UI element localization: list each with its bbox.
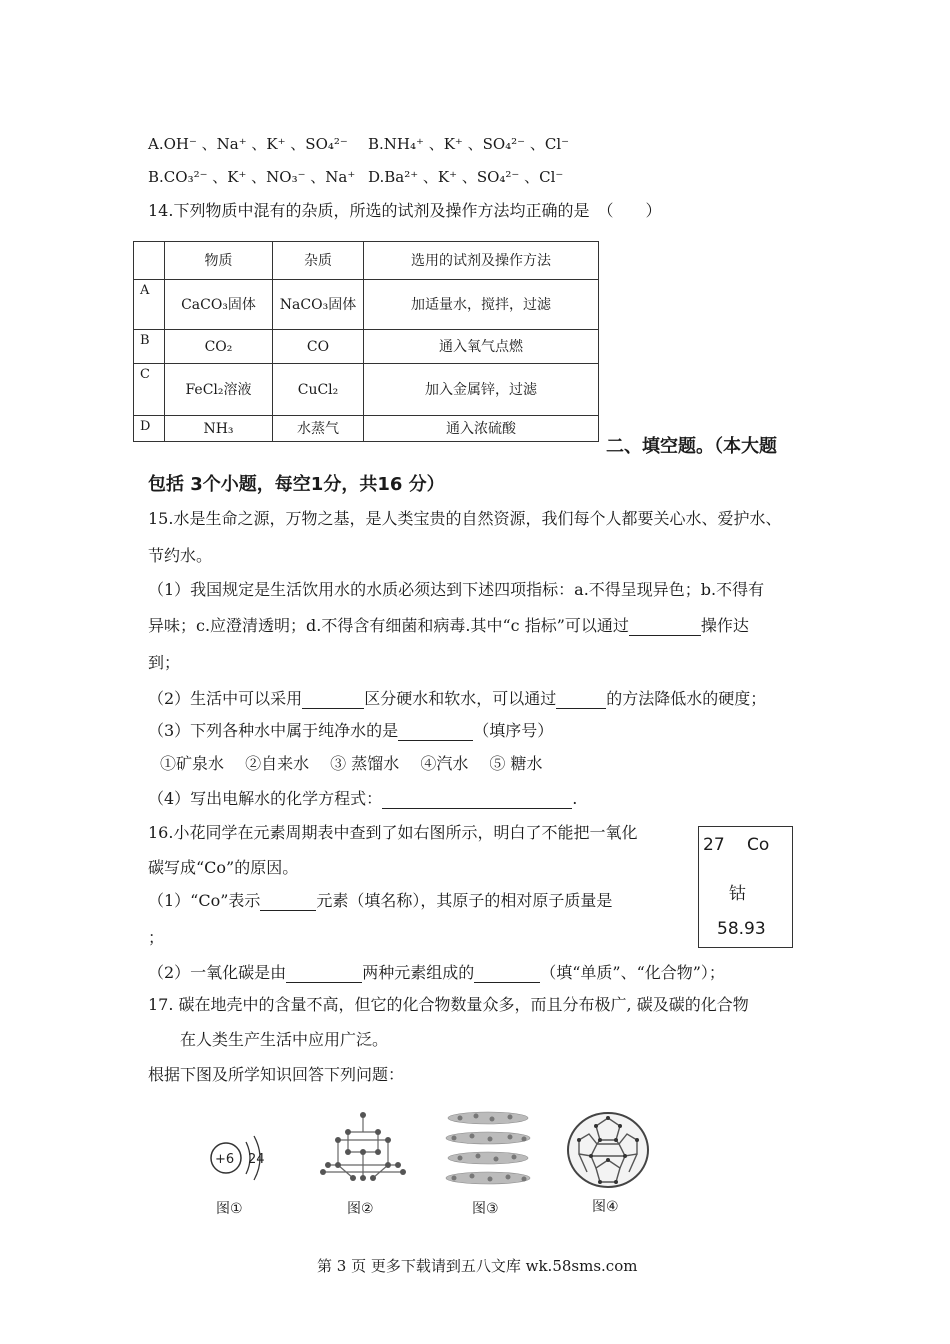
- row-label: B: [134, 330, 165, 364]
- diamond-structure-icon: [318, 1110, 408, 1190]
- q14-question: 14.下列物质中混有的杂质，所选的试剂及操作方法均正确的是 （ ）: [148, 201, 662, 220]
- q15-part2-text: 的方法降低水的硬度；: [606, 689, 767, 708]
- table-row: [134, 364, 599, 416]
- section-subtitle: 包括 3个小题，每空1分，共16 分）: [148, 474, 445, 495]
- q16-intro-cont: 碳写成“Co”的原因。: [148, 858, 299, 877]
- element-card-cobalt: [698, 826, 793, 948]
- q16-part1-text: 元素（填名称），其原子的相对原子质量是: [316, 891, 613, 910]
- row-label: D: [134, 416, 165, 442]
- cell-substance: NH₃: [165, 416, 273, 442]
- table-row: [134, 280, 599, 330]
- q13-option-c: B.CO₃²⁻ 、K⁺ 、NO₃⁻ 、Na⁺: [148, 168, 356, 186]
- figure-label-1: 图①: [216, 1201, 243, 1217]
- q15-part3-options: ①矿泉水 ②自来水 ③ 蒸馏水 ④汽水 ⑤ 糖水: [160, 754, 543, 773]
- answer-blank[interactable]: [260, 894, 316, 911]
- q17-instruction: 根据下图及所学知识回答下列问题：: [148, 1065, 405, 1084]
- graphite-layers-icon: [440, 1108, 536, 1190]
- q16-intro: 16.小花同学在元素周期表中查到了如右图所示，明白了不能把一氧化: [148, 823, 638, 842]
- q15-intro-cont: 节约水。: [148, 546, 213, 565]
- page-footer: 第 3 页 更多下载请到五八文库 wk.58sms.com: [317, 1257, 638, 1275]
- figure-label-3: 图③: [472, 1201, 499, 1217]
- cell-impurity: 水蒸气: [273, 416, 364, 442]
- figure-label-2: 图②: [347, 1201, 374, 1217]
- section-title: 二、填空题。（本大题: [606, 436, 777, 457]
- q17-intro-cont: 在人类生产生活中应用广泛。: [180, 1030, 389, 1049]
- row-label: C: [134, 364, 165, 416]
- q15-part3-text: （3）下列各种水中属于纯净水的是: [148, 721, 399, 740]
- q16-part2-text: （填“单质”、“化合物”）；: [540, 963, 725, 982]
- q15-part4: [148, 786, 577, 809]
- q13-option-d: D.Ba²⁺ 、K⁺ 、SO₄²⁻ 、Cl⁻: [368, 168, 564, 186]
- answer-blank[interactable]: [302, 692, 364, 709]
- answer-blank[interactable]: [556, 692, 606, 709]
- electron-shells: 24: [248, 1152, 265, 1167]
- q13-option-a: A.OH⁻ 、Na⁺ 、K⁺ 、SO₄²⁻: [148, 135, 348, 153]
- q15-part4-text: .: [572, 789, 578, 808]
- q15-part1-end: 到；: [148, 653, 181, 672]
- q15-intro: 15.水是生命之源，万物之基，是人类宝贵的自然资源，我们每个人都要关心水、爱护水、: [148, 509, 782, 528]
- answer-blank[interactable]: [629, 619, 701, 636]
- fullerene-c60-icon: [565, 1110, 651, 1190]
- q14-header-method: 选用的试剂及操作方法: [364, 242, 599, 280]
- q15-part2-text: （2）生活中可以采用: [148, 689, 303, 708]
- cell-impurity: NaCO₃固体: [273, 280, 364, 330]
- q16-part2-text: 两种元素组成的: [362, 963, 475, 982]
- cell-impurity: CO: [273, 330, 364, 364]
- answer-blank[interactable]: [398, 724, 473, 741]
- nucleus-charge: +6: [215, 1152, 235, 1167]
- cell-method: 通入浓硫酸: [364, 416, 599, 442]
- table-row: [134, 416, 599, 442]
- q14-header-impurity: 杂质: [273, 242, 364, 280]
- answer-blank[interactable]: [286, 966, 362, 983]
- row-label: A: [134, 280, 165, 330]
- table-row: [134, 330, 599, 364]
- q15-part1-cont: [148, 613, 749, 636]
- q17-intro: 17. 碳在地壳中的含量不高，但它的化合物数量众多，而且分布极广, 碳及碳的化合物: [148, 995, 749, 1014]
- q16-part1: [148, 888, 612, 911]
- q13-option-b: B.NH₄⁺ 、K⁺ 、SO₄²⁻ 、Cl⁻: [368, 135, 570, 153]
- atomic-number: 27: [703, 835, 725, 855]
- q15-part1-text-end: 操作达: [700, 616, 749, 635]
- cell-substance: FeCl₂溶液: [165, 364, 273, 416]
- q14-table: [133, 241, 599, 442]
- cell-impurity: CuCl₂: [273, 364, 364, 416]
- q16-part1-text: （1）“Co”表示: [148, 891, 261, 910]
- answer-blank[interactable]: [382, 792, 572, 809]
- q15-part2: [148, 686, 766, 709]
- cell-method: 加入金属锌，过滤: [364, 364, 599, 416]
- q15-part3-text: （填序号）: [473, 721, 554, 740]
- answer-blank[interactable]: [474, 966, 540, 983]
- q15-part4-text: （4）写出电解水的化学方程式：: [148, 789, 383, 808]
- cell-method: 通入氧气点燃: [364, 330, 599, 364]
- cell-substance: CaCO₃固体: [165, 280, 273, 330]
- element-symbol: Co: [747, 835, 770, 855]
- q15-part3: [148, 718, 553, 741]
- q15-part2-text: 区分硬水和软水，可以通过: [364, 689, 557, 708]
- cell-method: 加适量水，搅拌，过滤: [364, 280, 599, 330]
- q16-part2: [148, 960, 725, 983]
- q15-part1: （1）我国规定是生活饮用水的水质必须达到下述四项指标：a.不得呈现异色；b.不得有: [148, 580, 765, 599]
- q14-header-substance: 物质: [165, 242, 273, 280]
- carbon-atom-diagram: [200, 1130, 280, 1190]
- element-name: 钴: [729, 884, 746, 904]
- q16-part2-text: （2）一氧化碳是由: [148, 963, 287, 982]
- q15-part1-text: 异味；c.应澄清透明；d.不得含有细菌和病毒.其中“c 指标”可以通过: [148, 616, 629, 635]
- atomic-mass: 58.93: [717, 919, 766, 939]
- cell-substance: CO₂: [165, 330, 273, 364]
- figure-label-4: 图④: [592, 1199, 619, 1215]
- q16-part1-end: ；: [148, 928, 165, 947]
